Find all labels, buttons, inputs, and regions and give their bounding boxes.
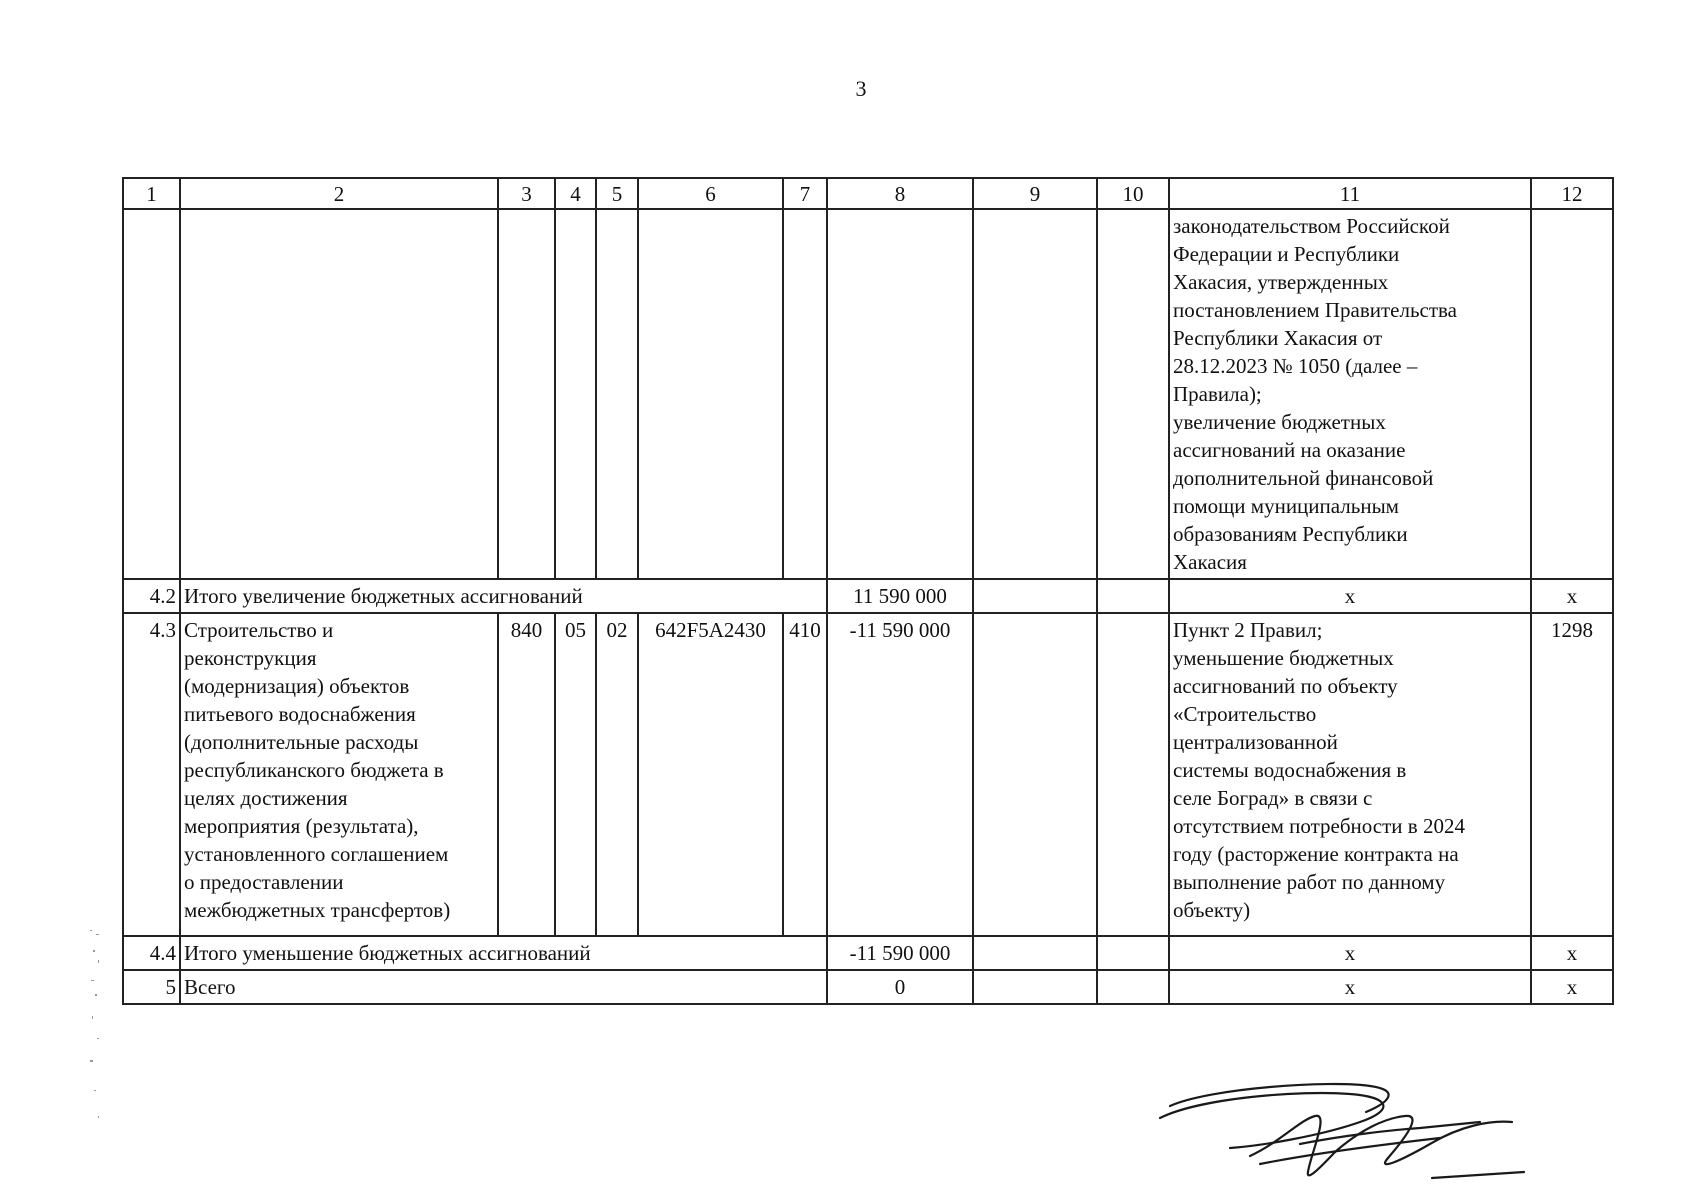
text-line: установленного соглашением <box>184 842 449 866</box>
code-cell: 410 <box>783 613 827 936</box>
header-cell: 2 <box>180 178 498 209</box>
empty-cell <box>1531 209 1613 579</box>
code-cell: 840 <box>498 613 555 936</box>
handwritten-signature <box>1140 1060 1560 1190</box>
empty-cell <box>973 613 1097 936</box>
header-cell: 10 <box>1097 178 1169 209</box>
text-line: селе Боград» в связи с <box>1173 786 1373 810</box>
text-line: централизованной <box>1173 730 1338 754</box>
row-label: Итого уменьшение бюджетных ассигнований <box>180 936 827 970</box>
text-line: выполнение работ по данному <box>1173 870 1446 894</box>
text-line: «Строительство <box>1173 702 1317 726</box>
empty-cell <box>973 936 1097 970</box>
empty-cell <box>123 209 180 579</box>
scan-margin-marks <box>76 920 116 1140</box>
not-applicable-cell: x <box>1169 970 1531 1004</box>
empty-cell <box>596 209 638 579</box>
text-line: о предоставлении <box>184 870 344 894</box>
text-line: дополнительной финансовой <box>1173 466 1434 490</box>
text-line: Федерации и Республики <box>1173 242 1400 266</box>
not-applicable-cell: x <box>1531 579 1613 613</box>
empty-cell <box>973 209 1097 579</box>
text-line: уменьшение бюджетных <box>1173 646 1394 670</box>
header-cell: 9 <box>973 178 1097 209</box>
header-cell: 12 <box>1531 178 1613 209</box>
code-cell: 1298 <box>1531 613 1613 936</box>
empty-cell <box>783 209 827 579</box>
empty-cell <box>180 209 498 579</box>
header-cell: 6 <box>638 178 783 209</box>
empty-cell <box>1097 970 1169 1004</box>
amount-cell: 0 <box>827 970 973 1004</box>
text-line: мероприятия (результата), <box>184 814 419 838</box>
text-line: Строительство и <box>184 618 334 642</box>
row-number: 5 <box>123 970 180 1004</box>
header-cell: 5 <box>596 178 638 209</box>
text-line: Правила); <box>1173 382 1262 406</box>
text-line: Республики Хакасия от <box>1173 326 1383 350</box>
amount-cell: -11 590 000 <box>827 936 973 970</box>
code-cell: 02 <box>596 613 638 936</box>
row-number: 4.4 <box>123 936 180 970</box>
text-line: (дополнительные расходы <box>184 730 419 754</box>
table-header-row <box>123 178 1613 209</box>
empty-cell <box>1097 579 1169 613</box>
empty-cell <box>555 209 596 579</box>
budget-table <box>122 177 1614 1005</box>
not-applicable-cell: x <box>1169 579 1531 613</box>
table-row-4-3 <box>123 613 1613 936</box>
row-number: 4.3 <box>123 613 180 936</box>
code-cell: 642F5A2430 <box>638 613 783 936</box>
text-line: объекту) <box>1173 898 1251 922</box>
code-cell: 05 <box>555 613 596 936</box>
empty-cell <box>638 209 783 579</box>
text-line: отсутствием потребности в 2024 <box>1173 814 1465 838</box>
text-line: ассигнований по объекту <box>1173 674 1398 698</box>
empty-cell <box>1097 209 1169 579</box>
text-line: целях достижения <box>184 786 348 810</box>
text-line: 28.12.2023 № 1050 (далее – <box>1173 354 1418 378</box>
text-line: постановлением Правительства <box>1173 298 1458 322</box>
text-line: питьевого водоснабжения <box>184 702 416 726</box>
header-cell: 8 <box>827 178 973 209</box>
text-line: системы водоснабжения в <box>1173 758 1407 782</box>
text-line: Хакасия <box>1173 550 1247 574</box>
text-line: году (расторжение контракта на <box>1173 842 1459 866</box>
text-line: межбюджетных трансфертов) <box>184 898 451 922</box>
text-line: помощи муниципальным <box>1173 494 1399 518</box>
empty-cell <box>498 209 555 579</box>
table-row-4-2 <box>123 579 1613 613</box>
row-label: Всего <box>180 970 827 1004</box>
not-applicable-cell: x <box>1531 936 1613 970</box>
item-name-cell <box>180 613 498 936</box>
row-label: Итого увеличение бюджетных ассигнований <box>180 579 827 613</box>
text-line: увеличение бюджетных <box>1173 410 1386 434</box>
empty-cell <box>973 579 1097 613</box>
header-cell: 3 <box>498 178 555 209</box>
text-line: ассигнований на оказание <box>1173 438 1406 462</box>
empty-cell <box>973 970 1097 1004</box>
row-number: 4.2 <box>123 579 180 613</box>
table-row-4-4 <box>123 936 1613 970</box>
not-applicable-cell: x <box>1169 936 1531 970</box>
header-cell: 1 <box>123 178 180 209</box>
amount-cell: 11 590 000 <box>827 579 973 613</box>
text-line: Хакасия, утвержденных <box>1173 270 1389 294</box>
justification-cell <box>1169 209 1531 579</box>
text-line: Пункт 2 Правил; <box>1173 618 1323 642</box>
table-row-total <box>123 970 1613 1004</box>
empty-cell <box>1097 613 1169 936</box>
text-line: (модернизация) объектов <box>184 674 410 698</box>
text-line: образованиям Республики <box>1173 522 1408 546</box>
text-line: реконструкция <box>184 646 317 670</box>
empty-cell <box>1097 936 1169 970</box>
text-line: республиканского бюджета в <box>184 758 444 782</box>
header-cell: 11 <box>1169 178 1531 209</box>
header-cell: 7 <box>783 178 827 209</box>
not-applicable-cell: x <box>1531 970 1613 1004</box>
table-row-continuation <box>123 209 1613 579</box>
text-line: законодательством Российской <box>1173 214 1450 238</box>
amount-cell: -11 590 000 <box>827 613 973 936</box>
page-number: 3 <box>855 76 867 101</box>
empty-cell <box>827 209 973 579</box>
justification-cell <box>1169 613 1531 936</box>
header-cell: 4 <box>555 178 596 209</box>
